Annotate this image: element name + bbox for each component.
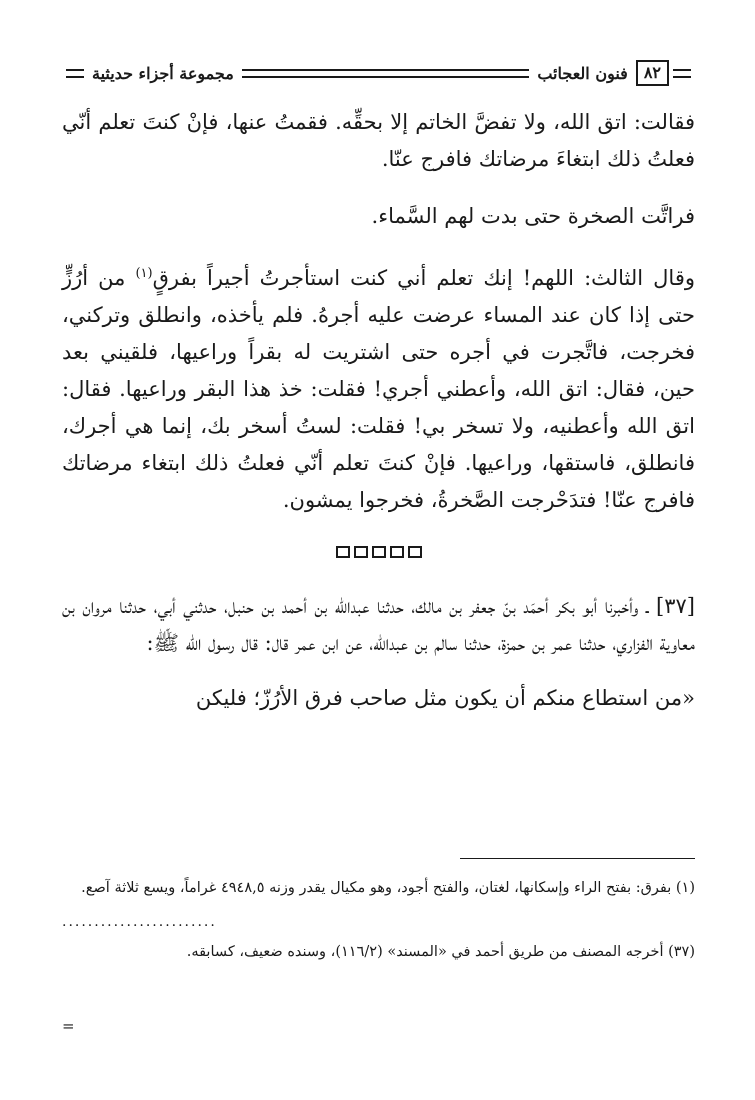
page-number: ٨٢ [636, 60, 669, 86]
continuation-mark: = [62, 1017, 75, 1035]
book-title: فنون العجائب [537, 63, 628, 83]
footnote-ref-1: (١) [135, 266, 153, 281]
paragraph-3-start: وقال الثالث: اللهم! إنك تعلم أني كنت استأجرتُ أجيراً بفرقٍ [152, 266, 696, 290]
main-text [62, 104, 695, 717]
footnote-37: (٣٧) أخرجه المصنف من طريق أحمد في «المسند» (١١٦/٢)، وسنده ضعيف، كسابقه. [186, 944, 695, 960]
header-rule-left [66, 69, 84, 78]
header-rule-middle [242, 69, 530, 78]
footnote-1: (١) بفرق: بفتح الراء وإسكانها، لغتان، والفتح أجود، وهو مكيال يقدر وزنه ٤٩٤٨,٥ غراماً، ويسع ثلاثة آصع. [81, 880, 695, 896]
paragraph-4-text: ـ وأخبرنا أبو بكر أحمَد بنّ جعفر بن مالك، حدثنا عبدالله بن أحمد بن حنبل، حدثني أبي، حدثنا مروان بن معاوية الفزاري، حدثنا عمر بن حمزة، حدثنا سالم بن عبدالله، عن ابن عمر قال: قال رسول الله ﷺ: [62, 594, 695, 655]
paragraph-2: فراتَّت الصخرة حتى بدت لهم السَّماء. [371, 204, 695, 228]
paragraph-4 [62, 588, 695, 662]
footnote-separator: ........................ [62, 914, 217, 930]
paragraph-3 [62, 255, 695, 519]
footnotes [62, 874, 695, 966]
series-title: مجموعة أجزاء حديثية [92, 63, 234, 83]
paragraph-1: فقالت: اتق الله، ولا تفضَّ الخاتم إلا بحقِّه. فقمتُ عنها، فإنْ كنتَ تعلم أنّي فعلتُ ذلك ابتغاءَ مرضاتك فافرج عنّا. [62, 110, 695, 171]
section-divider-ornament [62, 533, 695, 570]
header-rule-right [673, 69, 691, 78]
paragraph-3-rest: من أرُزٍّ حتى إذا كان عند المساء عرضت عليه أجرهُ. فلم يأخذه، وانطلق وتركني، فخرجت، فاتَّجرت في أجره حتى اشتريت له بقراً وراعيها، فلقيني بعد حين، فقال: اتق الله، وأعطني أجري! فقلت: خذ هذا البقر وراعيها. فقال: اتق الله وأعطنيه، ولا تسخر بي! فقلت: لستُ أسخر بك، إنما هي أجرك، فانطلق، فاستقها، وراعيها. فإنْ كنتَ تعلم أنّي فعلتُ ذلك ابتغاء مرضاتك فافرج عنّا! فتدَحْرجت الصَّخرةُ، فخرجوا يمشون. [62, 266, 695, 512]
running-header [62, 58, 695, 88]
paragraph-5: «من استطاع منكم أن يكون مثل صاحب فرق الأرُزّ؛ فليكن [195, 686, 695, 710]
footnote-rule [460, 858, 695, 859]
hadith-number: [٣٧] [656, 594, 695, 618]
